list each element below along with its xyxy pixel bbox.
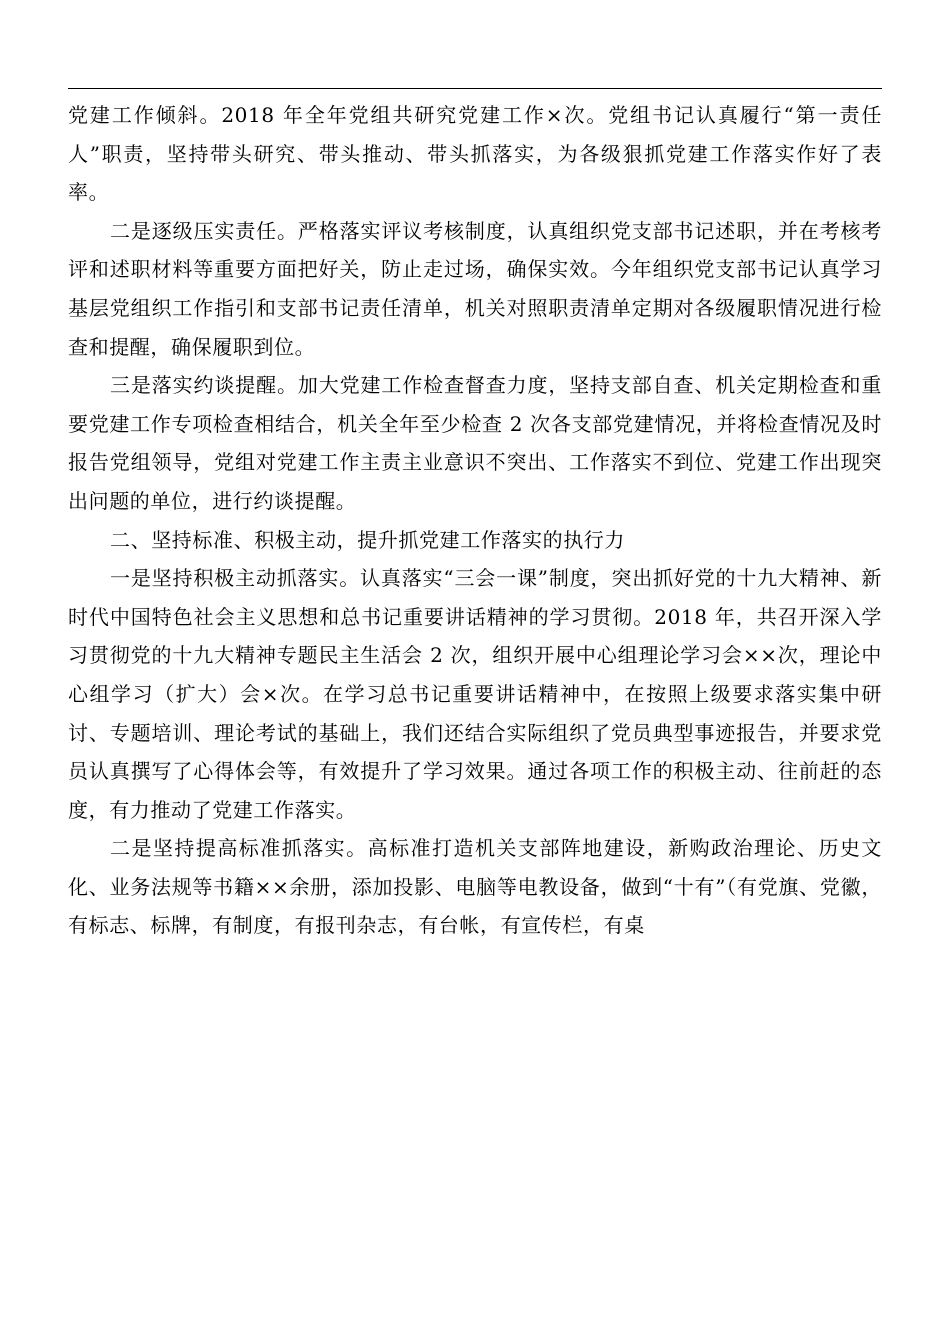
paragraph-proactive: 一是坚持积极主动抓落实。认真落实“三会一课”制度，突出抓好党的十九大精神、新时代中国特色社会主义思想和总书记重要讲话精神的学习贯彻。2018 年，共召开深入学习贯彻党的十九大精神专题民主生活会 2 次，组织开展中心组理论学习会××次，理论中心组学习（扩大）会×次。在学习总书记重要讲话精神中，在按照上级要求落实集中研讨、专题培训、理论考试的基础上，我们还结合实际组织了党员典型事迹报告，并要求党员认真撰写了心得体会等，有效提升了学习效果。通过各项工作的积极主动、往前赶的态度，有力推动了党建工作落实。 — [68, 566, 882, 822]
paragraph-continuation: 党建工作倾斜。2018 年全年党组共研究党建工作×次。党组书记认真履行“第一责任人”职责，坚持带头研究、带头推动、带头抓落实，为各级狠抓党建工作落实作好了表率。 — [68, 103, 882, 205]
paragraph-interview-reminder: 三是落实约谈提醒。加大党建工作检查督查力度，坚持支部自查、机关定期检查和重要党建工作专项检查相结合，机关全年至少检查 2 次各支部党建情况，并将检查情况及时报告党组领导，党组对党建工作主责主业意识不突出、工作落实不到位、党建工作出现突出问题的单位，进行约谈提醒。 — [68, 373, 882, 513]
document-body — [68, 96, 882, 945]
paragraph-high-standard: 二是坚持提高标准抓落实。高标准打造机关支部阵地建设，新购政治理论、历史文化、业务法规等书籍××余册，添加投影、电脑等电教设备，做到“十有”（有党旗、党徽，有标志、标牌，有制度，有报刊杂志，有台帐，有宣传栏，有桌 — [68, 836, 882, 938]
paragraph-responsibility: 二是逐级压实责任。严格落实评议考核制度，认真组织党支部书记述职，并在考核考评和述职材料等重要方面把好关，防止走过场，确保实效。今年组织党支部书记认真学习基层党组织工作指引和支部书记责任清单，机关对照职责清单定期对各级履职情况进行检查和提醒，确保履职到位。 — [68, 218, 882, 359]
section-heading: 二、坚持标准、积极主动，提升抓党建工作落实的执行力 — [110, 527, 625, 552]
header-rule — [68, 88, 882, 89]
